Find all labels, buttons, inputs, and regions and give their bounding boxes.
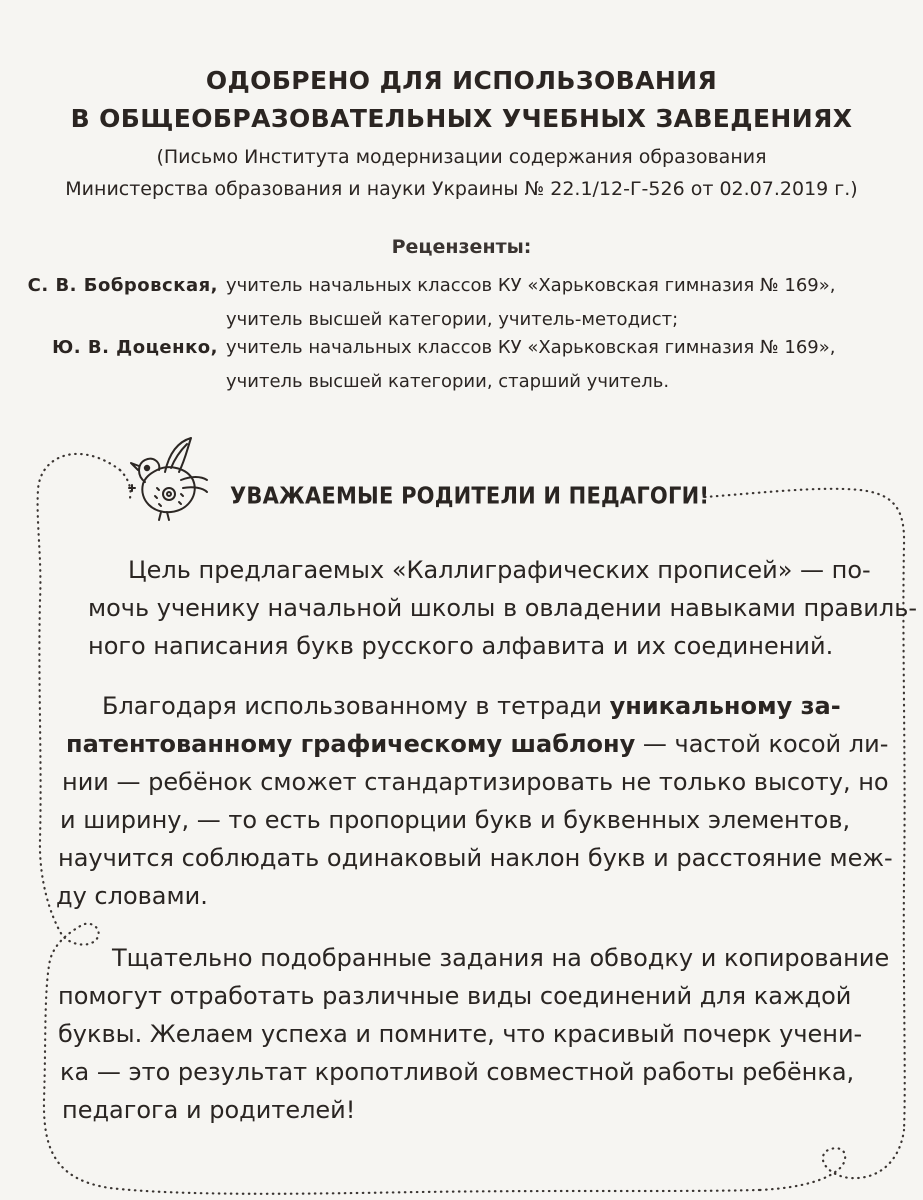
paragraph-line: ду словами.	[56, 882, 208, 910]
approval-letter-line2: Министерства образования и науки Украины № 22.1/12-Г-526 от 02.07.2019 г.)	[65, 178, 858, 200]
paragraph-line: ного написания букв русского алфавита и их соединений.	[88, 632, 834, 660]
paragraph-text: — частой косой ли-	[635, 730, 889, 758]
reviewer-category: учитель высшей категории, учитель-методист;	[226, 309, 679, 330]
reviewer-name: Ю. В. Доценко,	[52, 337, 218, 358]
paragraph-line: помогут отработать различные виды соединений для каждой	[58, 982, 852, 1010]
paragraph-line: Цель предлагаемых «Каллиграфических прописей» — по-	[128, 556, 871, 584]
paragraph-line	[66, 730, 888, 758]
approval-letter-line1: (Письмо Института модернизации содержания образования	[156, 146, 767, 168]
reviewer-name: С. В. Бобровская,	[27, 275, 218, 296]
paragraph-text: Благодаря использованному в тетради	[102, 692, 610, 720]
emphasis-text: патентованному графическому шаблону	[66, 730, 636, 758]
reviewer-category: учитель высшей категории, старший учитель.	[226, 371, 670, 392]
approval-heading-line1: ОДОБРЕНО ДЛЯ ИСПОЛЬЗОВАНИЯ	[205, 66, 718, 95]
paragraph-line: мочь ученику начальной школы в овладении навыками правиль-	[88, 594, 918, 622]
approval-heading-line2: В ОБЩЕОБРАЗОВАТЕЛЬНЫХ УЧЕБНЫХ ЗАВЕДЕНИЯХ	[70, 104, 853, 133]
reviewer-position: учитель начальных классов КУ «Харьковская гимназия № 169»,	[226, 337, 836, 358]
paragraph-line: буквы. Желаем успеха и помните, что красивый почерк учени-	[58, 1020, 863, 1048]
paragraph-line: научится соблюдать одинаковый наклон букв и расстояние меж-	[58, 844, 893, 872]
paragraph-line	[102, 692, 841, 720]
paragraph-line: нии — ребёнок сможет стандартизировать не только высоту, но	[62, 768, 889, 796]
reviewers-title: Рецензенты:	[391, 236, 532, 258]
paragraph-line: Тщательно подобранные задания на обводку и копирование	[112, 944, 890, 972]
bird-icon	[125, 432, 211, 522]
emphasis-text: уникальному за-	[609, 692, 841, 720]
paragraph-line: и ширину, — то есть пропорции букв и буквенных элементов,	[60, 806, 851, 834]
reviewer-position: учитель начальных классов КУ «Харьковская гимназия № 169»,	[226, 275, 836, 296]
paragraph-line: педагога и родителей!	[62, 1096, 356, 1124]
greeting-heading: УВАЖАЕМЫЕ РОДИТЕЛИ И ПЕДАГОГИ!	[230, 482, 710, 509]
paragraph-line: ка — это результат кропотливой совместной работы ребёнка,	[60, 1058, 855, 1086]
